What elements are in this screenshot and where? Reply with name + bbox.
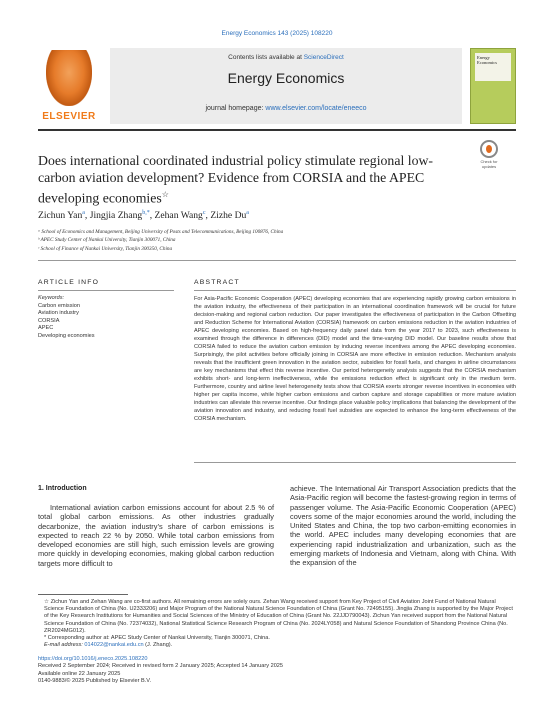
email-line [38,642,516,649]
affiliation-divider [38,260,516,261]
author-name[interactable]: Zichun Yan [38,210,83,222]
copyright: 0140-9883/© 2025 Published by Elsevier B.V. [38,678,152,685]
abstract-heading: ABSTRACT [194,279,240,286]
funding-footnote: ☆ Zichun Yan and Zehan Wang are co-first authors. All remaining errors are solely ours. Zehan Wang received support from Key Project of Civil Aviation Joint Fund of National Natural Science Foundation of China (No. U2333206) and Major Program of the National Natural Science Foundation of China (Grant No. 72495155). Jingjia Zhang is supported by the Major Project of the Key Research Institutions for Humanities and Social Sciences of the Ministry of Education of China (Grant No. 22JJD790043). Zichun Yan received support from the National Natural Science Foundation of China (No. 72374032), National Statistical Science Research Program of China (No. 2024LY058) and Natural Science Foundation of Shandong Province China (No. ZR2024MG012). [44,599,513,634]
author-affil-mark[interactable]: a [246,210,249,216]
journal-reference[interactable]: Energy Economics 143 (2025) 108220 [221,30,333,37]
keyword: Developing economies [38,332,95,339]
homepage-link[interactable]: www.elsevier.com/locate/eneeco [265,105,367,112]
available-online: Available online 22 January 2025 [38,670,121,677]
affiliation: ᶜ School of Finance of Nankai University, Tianjin 300350, China [38,245,173,252]
publication-info [38,656,516,686]
author-affil-mark[interactable]: b,* [142,210,150,216]
article-info-heading: ARTICLE INFO [38,279,100,286]
email-link[interactable]: 014022@nankai.edu.cn [84,642,144,649]
keyword: Aviation industry [38,310,79,317]
elsevier-logo[interactable] [38,48,100,124]
footnote-divider [38,594,128,595]
homepage-line [110,105,462,112]
journal-title: Energy Economics [227,70,345,86]
article-info-divider [38,290,174,291]
author-list: Zichun Yan$^a$, Jingjia Zhang$^{b,*}$, Zehan Wang$^c$, Zizhe Du$^a$ [38,210,249,222]
received-dates: Received 2 September 2024; Received in revised form 2 January 2025; Accepted 14 January 2025 [38,663,284,670]
corresponding-author-note: * Corresponding author at: APEC Study Center of Nankai University, Tianjin 300071, China. [44,635,270,642]
author-name[interactable]: Zehan Wang [154,210,203,222]
article-title [38,152,468,207]
cover-title: Energy Economics [475,53,511,81]
introduction-left-column: International aviation carbon emissions account for about 2.5 % of total global carbon emissions. As other industries gradually decarbonize, the aviation industry’s share of carbon emissions is expected to reach 22 % by 2050. While total carbon emissions from developed economies are still high, such emission levels are growing more quickly in developing economies, making global carbon reduction targets more difficult to [38,503,274,568]
keywords-block [38,295,174,341]
check-for-updates-button[interactable] [477,140,501,170]
keyword: APEC [38,325,54,332]
contents-line [110,54,462,61]
keywords-label: Keywords: [38,295,65,301]
title-footnote-mark[interactable]: ☆ [161,190,169,199]
homepage-prefix: journal homepage: [205,105,264,112]
abstract-divider [194,290,516,291]
affiliation: ᵇ APEC Study Center of Nankai University, Tianjin 300071, China [38,237,176,244]
email-suffix: (J. Zhang). [145,642,173,649]
author-affil-mark[interactable]: a [82,210,85,216]
author-name[interactable]: Zizhe Du [210,210,247,222]
introduction-right-column: achieve. The International Air Transport Association predicts that the Asia-Pacific region will become the fastest-growing region in terms of passenger volume. The Asia-Pacific Economic Cooperation (APEC) covers some of the major economies around the world, including the United States and China, the top two carbon-emitting economies in the world. APEC includes many developing economies that are experiencing rapid industrialization and urbanization, such as the emerging markets of Indonesia and Vietnam, along with China. With the expansion of the [290,484,516,568]
journal-cover-image[interactable] [470,48,516,124]
article-title-text: Does international coordinated industrial policy stimulate regional low-carbon aviation development? Evidence from CORSIA and the APEC developing economies [38,153,434,206]
affiliations [38,228,498,253]
email-label: E-mail address: [44,642,83,649]
author-affil-mark[interactable]: c [202,210,206,216]
footnotes [38,599,516,649]
journal-header [38,48,518,126]
contents-prefix: Contents lists available at [228,54,302,61]
keyword: CORSIA [38,317,60,324]
author-name[interactable]: Jingjia Zhang [89,210,143,222]
keyword: Carbon emission [38,302,80,309]
header-divider [38,129,516,131]
abstract-end-divider [194,462,516,463]
check-updates-label: Check for updates [480,159,498,169]
affiliation: ᵃ School of Economics and Management, Beijing University of Posts and Telecommunications, Beijing 100876, China [38,229,284,235]
sciencedirect-link[interactable]: ScienceDirect [303,54,344,61]
introduction-heading: 1. Introduction [38,485,87,492]
check-updates-icon [480,140,498,158]
journal-banner [110,48,462,124]
elsevier-tree-icon [46,50,92,106]
doi-link[interactable]: https://doi.org/10.1016/j.eneco.2025.108220 [38,656,148,662]
abstract-text: For Asia-Pacific Economic Cooperation (APEC) developing economies that are experiencing rapidly growing carbon emissions in the aviation industry, the effectiveness of their participation in an international coordination framework will be crucial for future decision-making and regional carbon reduction. Our paper investigates the effectiveness of participation in the Carbon Offsetting and Reduction Scheme for International Aviation (CORSIA) framework on carbon emissions reduction in the aviation industries of APEC developing economies. Based on high-frequency daily panel data from the year 2017 to 2023, such effectiveness is examined through the difference in differences (DID) model and the time-varying DID model. Our baseline results show that CORSIA failed to reduce the aviation carbon emission by inducing reverse incentives among the APEC developing economies. Surprisingly, the pilot activities before officially joining in CORSIA are more effective in emission reduction. Mechanism analysis reveals that the insufficient green innovation in the aviation sector, subsidies for fossil fuels, and changes in airline circumstances are key mechanisms that effect this reverse incentive. Our period heterogeneity analysis suggests that the CORSIA mechanism exhibits short- and long-term ineffectiveness, while the emissions reduction effect is significant only in the medium term. Furthermore, country and airline level heterogeneity tests show that CORSIA exerts stronger reverse incentives in economies with higher per capita income, while higher carbon emissions and carbon capture and storage capabilities or more mature aviation industries can alleviate this reverse incentive. Our findings place valuable policy implications that balancing the development of the aviation innovation and industry, and reducing fossil fuel subsidies are expected to enhance the long-term effectiveness of the CORSIA mechanism. [194,296,516,422]
publisher-name: ELSEVIER [42,111,96,122]
